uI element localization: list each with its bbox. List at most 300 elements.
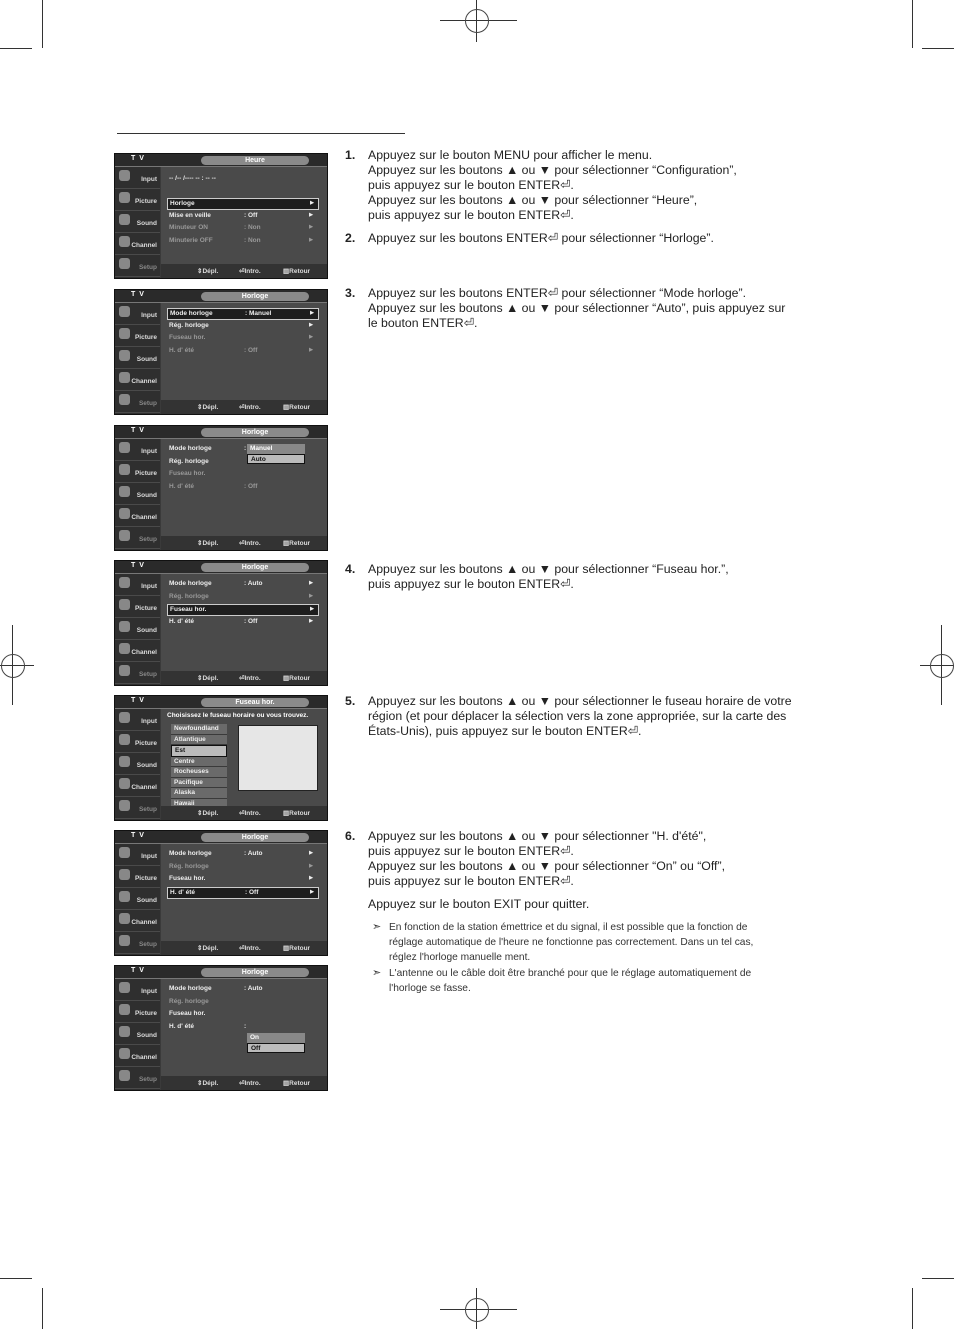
menu-main [161,844,327,942]
sidebar-item-setup[interactable] [115,932,160,954]
picture-icon [119,869,130,880]
menu-main [161,574,327,672]
menu-title: Horloge [201,428,309,437]
sidebar-item-input[interactable] [115,167,160,189]
input-icon [119,306,130,317]
sidebar-item-label: Picture [134,1010,157,1017]
note-text: l'horloge se fasse. [389,983,471,994]
note-arrow-icon: ➣ [372,921,382,933]
menu-row-value: : Off [244,346,258,354]
menu-sidebar [115,439,160,551]
crop-mark [922,48,954,49]
menu-row-label: Minuteur ON [169,224,208,231]
sidebar-item-sound[interactable] [115,347,160,369]
tv-label: T V [131,291,145,298]
menu-footer [161,1076,327,1090]
menu-row-label: Mode horloge [169,445,212,452]
sidebar-item-label: Picture [134,605,157,612]
timezone-item[interactable]: Newfoundland [171,724,227,735]
exit-text: Appuyez sur le bouton EXIT pour quitter. [368,897,590,911]
setup-icon [119,1070,130,1081]
menu-header [115,966,327,979]
channel-icon [119,778,130,789]
menu-footer [161,671,327,685]
menu-row-label: Fuseau hor. [169,1010,206,1017]
sidebar-item-input[interactable] [115,979,160,1001]
channel-icon [119,236,130,247]
option-popup[interactable] [247,1033,305,1053]
sidebar-item-input[interactable] [115,844,160,866]
menu-row-value: : Off [244,482,258,490]
registration-circle [465,1298,489,1322]
tv-menu-screen [114,289,328,415]
timezone-item[interactable]: Hawaii [171,799,227,810]
step-text: région (et pour déplacer la sélection vers la zone appropriée, sur la carte des [368,709,787,723]
move-hint: ⇕Dépl. [197,540,219,547]
menu-main [161,167,327,265]
menu-sidebar [115,574,160,686]
sidebar-item-channel[interactable] [115,369,160,391]
enter-hint: ⏎Intro. [239,1080,261,1087]
menu-row-label: Mise en veille [169,211,211,219]
sidebar-item-channel[interactable] [115,1045,160,1067]
menu-row-label: Fuseau hor. [169,470,206,477]
crop-mark [912,1288,913,1329]
zone-heading: Choisissez le fuseau horaire ou vous trouvez. [167,712,309,719]
popup-option[interactable]: Manuel [247,444,305,454]
sidebar-item-label: Input [141,988,157,995]
crop-mark [912,0,913,48]
arrow-right-icon: ▶ [309,580,313,586]
arrow-right-icon: ▶ [309,236,313,243]
menu-row-label: Mode horloge [169,580,212,587]
menu-row-label: H. d' été [169,346,195,354]
menu-row-label: Rég. horloge [169,997,209,1005]
sidebar-item-label: Channel [131,649,157,656]
sidebar-item-sound[interactable] [115,888,160,910]
menu-row[interactable] [167,223,317,233]
arrow-right-icon: ▶ [310,200,314,206]
return-hint: ▥Retour [283,945,311,952]
input-icon [119,847,130,858]
sidebar-item-channel[interactable] [115,505,160,527]
setup-icon [119,530,130,541]
sound-icon [119,214,130,225]
menu-row[interactable] [167,236,317,246]
sidebar-item-setup[interactable] [115,255,160,277]
return-hint: ▥Retour [283,268,311,275]
step-text: Appuyez sur les boutons ▲ ou ▼ pour sélectionner “Fuseau hor.”, [368,562,729,576]
move-hint: ⇕Dépl. [197,404,219,411]
menu-row-value: : Off [244,211,258,219]
step-text: Appuyez sur les boutons ▲ ou ▼ pour sélectionner “Auto”, puis appuyez sur [368,301,786,315]
popup-option[interactable]: Auto [247,454,305,464]
sidebar-item-label: Setup [138,671,157,678]
channel-icon [119,643,130,654]
return-hint: ▥Retour [283,810,311,817]
menu-row[interactable] [167,469,317,479]
arrow-right-icon: ▶ [310,310,314,316]
enter-hint: ⏎Intro. [239,540,261,547]
sound-icon [119,350,130,361]
menu-row[interactable] [167,1009,317,1019]
sidebar-item-setup[interactable] [115,662,160,684]
sidebar-item-picture[interactable] [115,731,160,753]
step-text: Appuyez sur les boutons ▲ ou ▼ pour sélectionner le fuseau horaire de votre [368,694,792,708]
registration-circle [465,9,489,33]
sidebar-item-label: Setup [138,536,157,543]
menu-row[interactable] [167,579,317,589]
menu-main [161,709,327,807]
menu-row-label: Rég. horloge [169,862,209,870]
step-text: Appuyez sur les boutons ▲ ou ▼ pour sélectionner “Heure”, [368,193,698,207]
menu-title: Heure [201,156,309,165]
tv-label: T V [131,967,145,974]
menu-header [115,696,327,709]
return-hint: ▥Retour [283,540,311,547]
menu-title: Horloge [201,563,309,572]
menu-sidebar [115,303,160,415]
sidebar-item-label: Sound [136,897,157,904]
step-number: 5. [345,694,356,708]
sound-icon [119,1026,130,1037]
step-text: puis appuyez sur le bouton ENTER⏎. [368,874,574,888]
sidebar-item-picture[interactable] [115,461,160,483]
step-text: Appuyez sur les boutons ENTER⏎ pour sélectionner “Mode horloge”. [368,286,747,300]
step-text: Appuyez sur les boutons ▲ ou ▼ pour sélectionner “Configuration”, [368,163,737,177]
menu-header [115,290,327,303]
arrow-right-icon: ▶ [309,334,313,340]
timezone-list[interactable] [171,724,227,809]
menu-footer [161,400,327,414]
menu-main [161,303,327,401]
setup-icon [119,935,130,946]
menu-row[interactable] [167,997,317,1007]
menu-row-value: : Auto [244,850,263,857]
note-text: réglage automatique de l'heure ne fonctionne pas correctement. Dans un tel cas, [389,937,754,948]
step-text: Appuyez sur les boutons ENTER⏎ pour sélectionner “Horloge”. [368,231,714,245]
menu-footer [161,806,327,820]
menu-row[interactable] [167,198,319,210]
sidebar-item-input[interactable] [115,574,160,596]
step-number: 1. [345,148,356,162]
picture-icon [119,328,130,339]
popup-option[interactable]: Off [247,1043,305,1053]
sidebar-item-label: Setup [138,400,157,407]
sidebar-item-label: Picture [134,740,157,747]
tv-menu-screen [114,153,328,279]
sidebar-item-label: Input [141,176,157,183]
sidebar-item-setup[interactable] [115,797,160,819]
tv-label: T V [131,697,145,704]
menu-header [115,561,327,574]
menu-sidebar [115,844,160,956]
sidebar-item-picture[interactable] [115,189,160,211]
registration-circle [930,654,954,678]
menu-row[interactable] [167,482,317,492]
tv-menu-screen [114,695,328,821]
step-text: Appuyez sur les boutons ▲ ou ▼ pour sélectionner “On” ou “Off”, [368,859,725,873]
sidebar-item-sound[interactable] [115,483,160,505]
popup-option[interactable]: On [247,1033,305,1043]
menu-row[interactable] [167,849,317,859]
menu-row-value: : Auto [244,985,263,992]
menu-title: Fuseau hor. [201,698,309,707]
menu-row-value: : [244,1022,247,1030]
menu-row[interactable] [167,874,317,884]
menu-row-value: : Non [244,236,261,244]
picture-icon [119,599,130,610]
sidebar-item-label: Setup [138,264,157,271]
menu-header [115,154,327,167]
tv-label: T V [131,832,145,839]
menu-row-value: : Off [245,888,259,896]
arrow-right-icon: ▶ [309,617,313,624]
timezone-item[interactable]: Alaska [171,788,227,799]
sidebar-item-picture[interactable] [115,1001,160,1023]
sidebar-item-setup[interactable] [115,1067,160,1089]
sound-icon [119,891,130,902]
note-text: L'antenne ou le câble doit être branché pour que le réglage automatiquement de [389,968,752,979]
note-text: En fonction de la station émettrice et du signal, il est possible que la fonction de [389,922,748,933]
timezone-item[interactable]: Centre [171,757,227,768]
step-text: puis appuyez sur le bouton ENTER⏎. [368,208,574,222]
menu-row-label: Mode horloge [169,850,212,857]
sidebar-item-channel[interactable] [115,640,160,662]
menu-header [115,426,327,439]
sidebar-item-label: Channel [131,514,157,521]
note-text: réglez l'horloge manuelle ment. [389,952,531,963]
arrow-right-icon: ▶ [310,888,314,895]
sidebar-item-setup[interactable] [115,391,160,413]
menu-sidebar [115,167,160,279]
step-text: puis appuyez sur le bouton ENTER⏎. [368,577,574,591]
move-hint: ⇕Dépl. [197,945,219,952]
crop-mark [922,1278,954,1279]
menu-row-label: Rég. horloge [169,592,209,600]
sidebar-item-label: Input [141,312,157,319]
sound-icon [119,486,130,497]
move-hint: ⇕Dépl. [197,810,219,817]
sidebar-item-label: Sound [136,1032,157,1039]
step-number: 2. [345,231,356,245]
menu-row-label: Fuseau hor. [170,606,207,613]
return-hint: ▥Retour [283,675,311,682]
menu-row[interactable] [167,604,319,616]
sidebar-item-sound[interactable] [115,618,160,640]
input-icon [119,170,130,181]
tv-menu-screen [114,560,328,686]
menu-row[interactable] [167,211,317,221]
step-text: le bouton ENTER⏎. [368,316,478,330]
section-rule [117,133,405,134]
step-text: puis appuyez sur le bouton ENTER⏎. [368,844,574,858]
menu-row-label: Rég. horloge [169,457,209,465]
menu-sidebar [115,979,160,1091]
menu-row[interactable] [167,984,317,994]
tv-label: T V [131,427,145,434]
picture-icon [119,192,130,203]
sound-icon [119,756,130,767]
menu-row-value: : Auto [244,580,263,587]
step-text: Appuyez sur les boutons ▲ ou ▼ pour sélectionner "H. d'été", [368,829,707,843]
step-text: Appuyez sur le bouton MENU pour afficher le menu. [368,148,653,162]
menu-row-label: H. d' été [169,482,195,490]
menu-main [161,979,327,1077]
sidebar-item-input[interactable] [115,303,160,325]
option-popup[interactable] [247,444,305,464]
picture-icon [119,734,130,745]
picture-icon [119,464,130,475]
tv-label: T V [131,562,145,569]
menu-row-label: Fuseau hor. [169,875,206,882]
sidebar-item-label: Channel [131,919,157,926]
menu-row[interactable] [167,346,317,356]
menu-row[interactable] [167,592,317,602]
arrow-right-icon: ▶ [309,211,313,218]
menu-row-value: : Non [244,224,261,231]
menu-header [115,831,327,844]
arrow-right-icon: ▶ [310,606,314,612]
timezone-item[interactable]: Est [171,745,227,757]
step-text: puis appuyez sur le bouton ENTER⏎. [368,178,574,192]
arrow-right-icon: ▶ [309,346,313,353]
step-number: 4. [345,562,356,576]
menu-row-label: Horloge [170,200,195,207]
menu-footer [161,941,327,955]
menu-row-label: H. d' été [170,888,196,896]
menu-sidebar [115,709,160,821]
tv-menu-screen [114,425,328,551]
timezone-map[interactable] [238,725,318,791]
timezone-item[interactable]: Atlantique [171,735,227,746]
menu-row-label: Rég. horloge [169,321,209,329]
arrow-right-icon: ▶ [309,321,313,328]
sidebar-item-picture[interactable] [115,596,160,618]
setup-icon [119,258,130,269]
crop-mark [0,48,32,49]
sidebar-item-sound[interactable] [115,211,160,233]
sidebar-item-channel[interactable] [115,233,160,255]
setup-icon [119,665,130,676]
sidebar-item-label: Channel [131,242,157,249]
step-number: 3. [345,286,356,300]
channel-icon [119,913,130,924]
tv-menu-screen [114,965,328,1091]
menu-row[interactable] [167,862,317,872]
menu-main [161,439,327,537]
note-arrow-icon: ➣ [372,967,382,979]
step-text: États-Unis), puis appuyez sur le bouton ENTER⏎. [368,724,642,738]
registration-circle [1,654,25,678]
input-icon [119,577,130,588]
menu-footer [161,264,327,278]
sidebar-item-label: Channel [131,1054,157,1061]
move-hint: ⇕Dépl. [197,675,219,682]
menu-row-label: Fuseau hor. [169,334,206,341]
menu-row[interactable] [167,617,317,627]
arrow-right-icon: ▶ [309,875,313,881]
menu-row-value: : Manuel [245,310,272,317]
menu-row-value: : Off [244,617,258,625]
sidebar-item-label: Picture [134,470,157,477]
enter-hint: ⏎Intro. [239,810,261,817]
crop-mark [42,1288,43,1329]
sidebar-item-label: Setup [138,941,157,948]
enter-hint: ⏎Intro. [239,675,261,682]
sidebar-item-label: Sound [136,762,157,769]
menu-row[interactable] [167,321,317,331]
crop-mark [0,1278,32,1279]
sidebar-item-label: Setup [138,1076,157,1083]
menu-row-label: Mode horloge [169,985,212,992]
sidebar-item-label: Picture [134,198,157,205]
arrow-right-icon: ▶ [309,862,313,869]
sidebar-item-sound[interactable] [115,1023,160,1045]
clock-display: -- /-- /---- -- : -- -- [169,175,216,182]
menu-row-label: Mode horloge [170,310,213,317]
sidebar-item-label: Input [141,718,157,725]
crop-mark [42,0,43,48]
setup-icon [119,394,130,405]
channel-icon [119,1048,130,1059]
sidebar-item-setup[interactable] [115,527,160,549]
arrow-right-icon: ▶ [309,592,313,599]
arrow-right-icon: ▶ [309,224,313,230]
setup-icon [119,800,130,811]
menu-row-value: : [244,445,247,452]
sidebar-item-label: Channel [131,378,157,385]
timezone-item[interactable]: Pacifique [171,778,227,789]
menu-row-label: H. d' été [169,1022,195,1030]
menu-title: Horloge [201,833,309,842]
return-hint: ▥Retour [283,1080,311,1087]
enter-hint: ⏎Intro. [239,945,261,952]
enter-hint: ⏎Intro. [239,268,261,275]
sidebar-item-label: Sound [136,220,157,227]
sidebar-item-channel[interactable] [115,775,160,797]
tv-label: T V [131,155,145,162]
sidebar-item-picture[interactable] [115,866,160,888]
menu-row[interactable] [167,333,317,343]
move-hint: ⇕Dépl. [197,1080,219,1087]
menu-row[interactable] [167,1022,317,1032]
sidebar-item-label: Input [141,853,157,860]
sidebar-item-label: Sound [136,356,157,363]
channel-icon [119,372,130,383]
sidebar-item-channel[interactable] [115,910,160,932]
arrow-right-icon: ▶ [309,850,313,856]
sidebar-item-label: Sound [136,492,157,499]
input-icon [119,982,130,993]
sidebar-item-input[interactable] [115,709,160,731]
enter-hint: ⏎Intro. [239,404,261,411]
menu-footer [161,536,327,550]
menu-row-label: Minuterie OFF [169,236,213,244]
sidebar-item-input[interactable] [115,439,160,461]
sidebar-item-label: Picture [134,875,157,882]
sound-icon [119,621,130,632]
sidebar-item-picture[interactable] [115,325,160,347]
sidebar-item-sound[interactable] [115,753,160,775]
sidebar-item-label: Picture [134,334,157,341]
menu-row[interactable] [167,887,319,899]
menu-title: Horloge [201,968,309,977]
sidebar-item-label: Input [141,583,157,590]
return-hint: ▥Retour [283,404,311,411]
menu-row[interactable] [167,308,319,320]
timezone-item[interactable]: Rocheuses [171,767,227,778]
